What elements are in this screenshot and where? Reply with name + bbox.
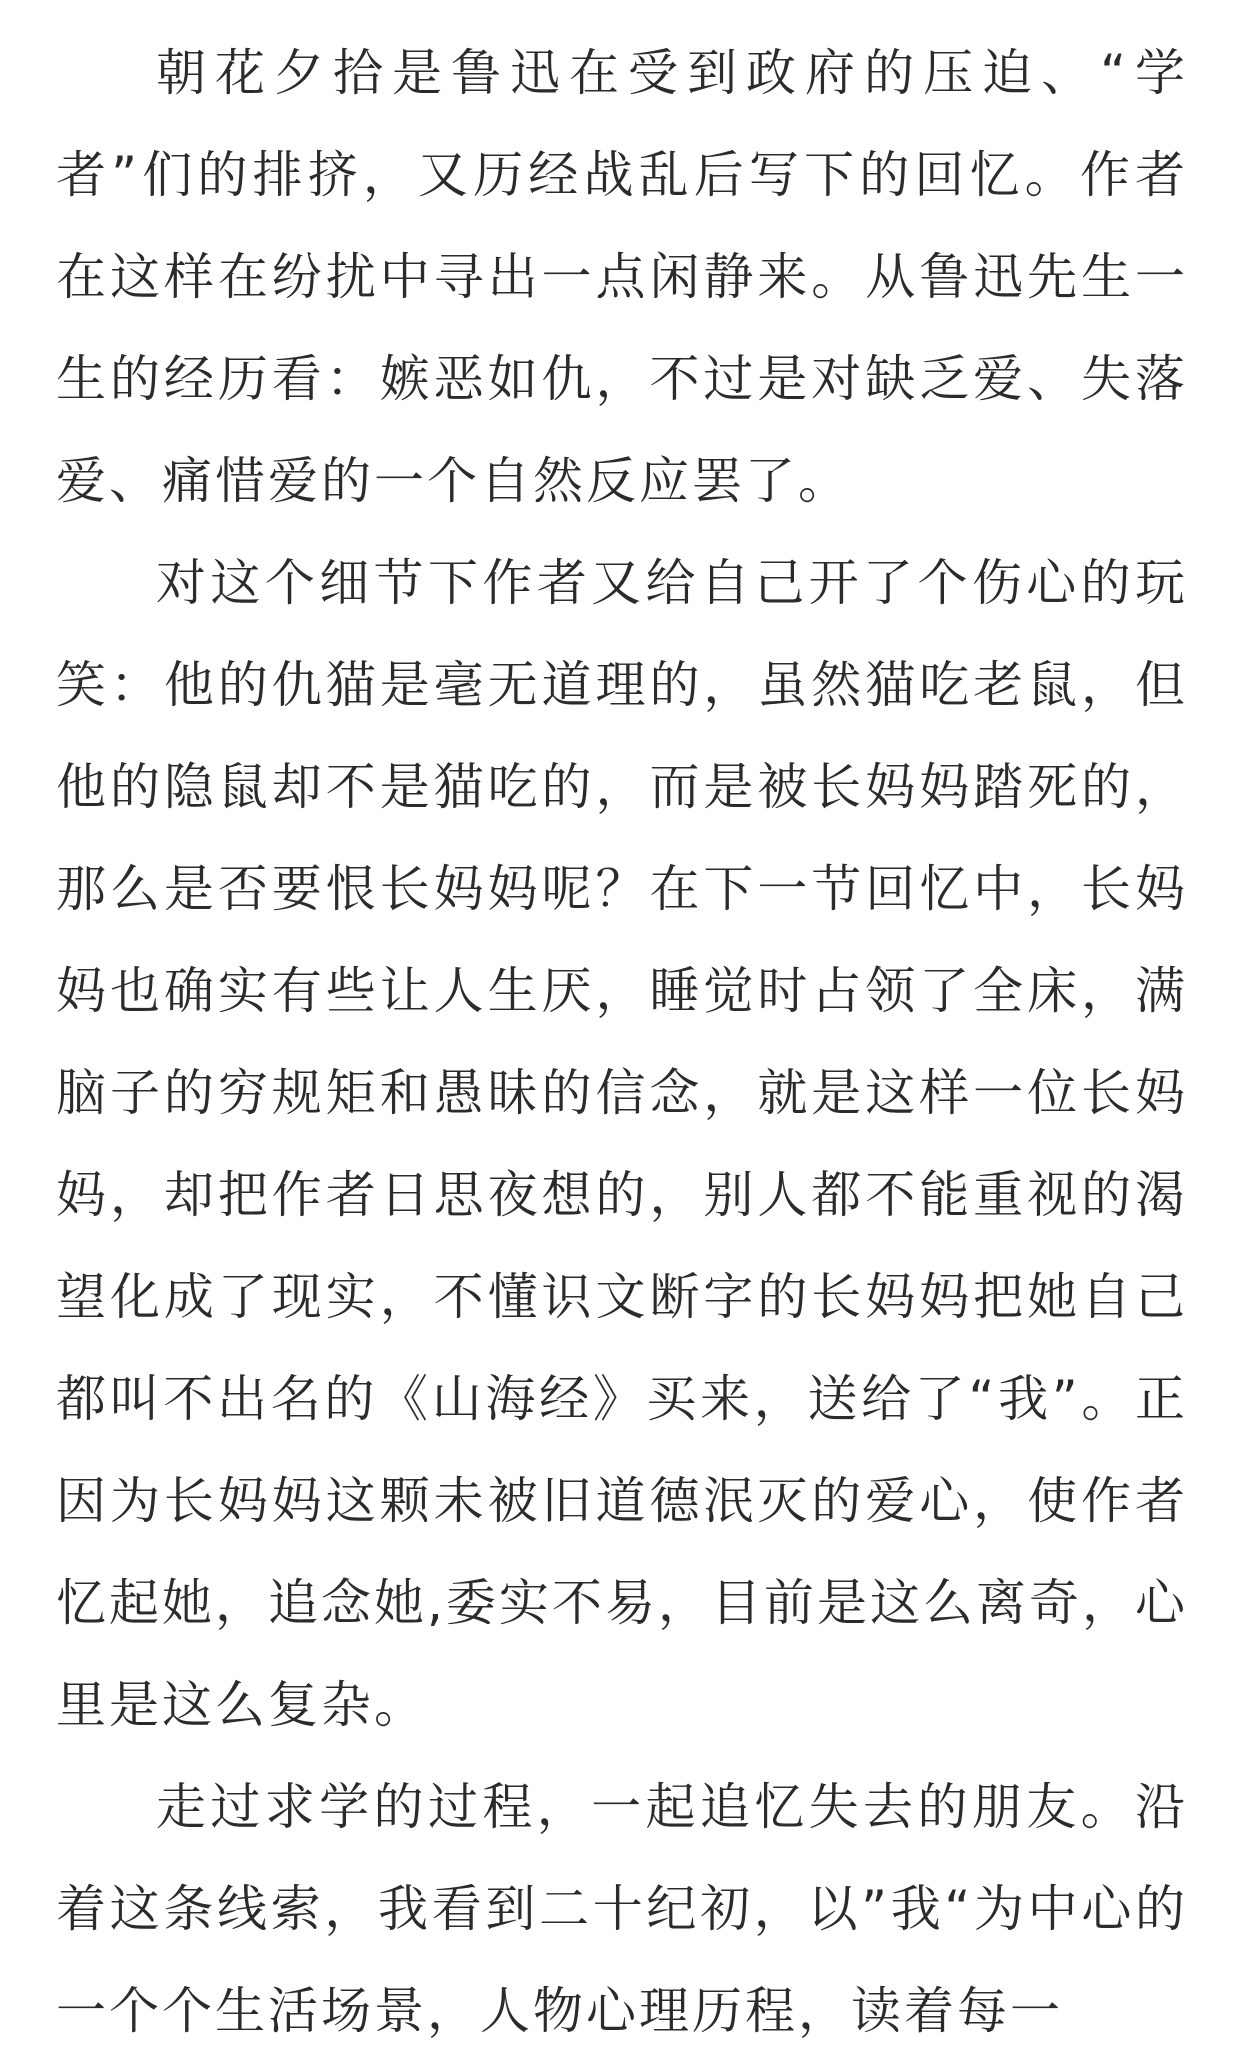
paragraph-1: 朝花夕拾是鲁迅在受到政府的压迫、“学者”们的排挤，又历经战乱后写下的回忆。作者在这样在纷扰中寻出一点闲静来。从鲁迅先生一生的经历看：嫉恶如仇，不过是对缺乏爱、失落爱、痛惜爱的一个自然反应罢了。 — [56, 44, 1188, 510]
paragraph-2: 对这个细节下作者又给自己开了个伤心的玩笑：他的仇猫是毫无道理的，虽然猫吃老鼠，但他的隐鼠却不是猫吃的，而是被长妈妈踏死的，那么是否要恨长妈妈呢？在下一节回忆中，长妈妈也确实有些让人生厌，睡觉时占领了全床，满脑子的穷规矩和愚昧的信念，就是这样一位长妈妈，却把作者日思夜想的，别人都不能重视的渴望化成了现实，不懂识文断字的长妈妈把她自己都叫不出名的《山海经》买来，送给了“我”。正因为长妈妈这颗未被旧道德泯灭的爱心，使作者忆起她，追念她,委实不易，目前是这么离奇，心里是这么复杂。 — [56, 554, 1188, 1734]
paragraph-3: 走过求学的过程，一起追忆失去的朋友。沿着这条线索，我看到二十纪初，以”我“为中心的一个个生活场景，人物心理历程，读着每一 — [56, 1778, 1188, 2040]
